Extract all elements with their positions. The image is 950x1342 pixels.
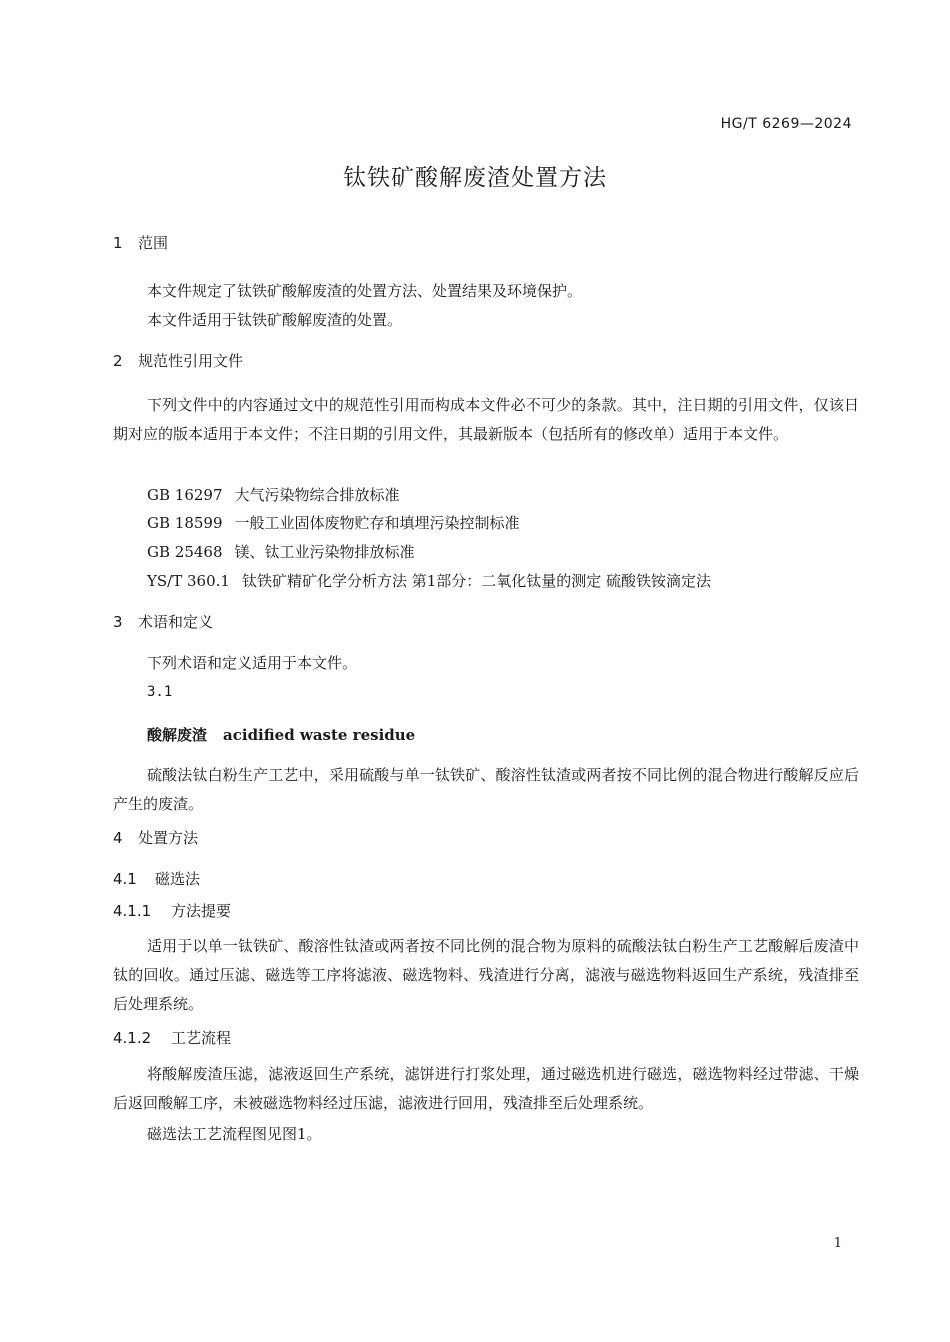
reference-item <box>147 541 415 562</box>
term-number: 3.1 <box>147 684 173 700</box>
reference-code: GB 18599 <box>147 514 223 532</box>
normative-references-intro: 下列文件中的内容通过文中的规范性引用而构成本文件必不可少的条款。其中，注日期的引用文件，仅该日期对应的版本适用于本文件；不注日期的引用文件，其最新版本（包括所有的修改单）适用于本文件。 <box>113 396 859 443</box>
scope-paragraph-2: 本文件适用于钛铁矿酸解废渣的处置。 <box>147 311 403 329</box>
reference-name: 钛铁矿精矿化学分析方法 第1部分：二氧化钛量的测定 硫酸铁铵滴定法 <box>241 572 712 590</box>
section-number: 1 <box>113 234 123 252</box>
page-number: 1 <box>833 1236 842 1251</box>
document-title: 钛铁矿酸解废渣处置方法 <box>343 165 607 191</box>
section-title: 工艺流程 <box>171 1029 232 1047</box>
section-title: 范围 <box>138 234 169 252</box>
terms-intro: 下列术语和定义适用于本文件。 <box>147 654 358 672</box>
section-4-1-heading <box>113 868 200 889</box>
section-4-1-1-heading <box>113 900 231 921</box>
term-chinese: 酸解废渣 <box>147 726 208 744</box>
section-title: 术语和定义 <box>138 613 214 631</box>
section-number: 4 <box>113 829 123 847</box>
reference-name: 一般工业固体废物贮存和填埋污染控制标准 <box>234 514 520 532</box>
process-flow-paragraph: 将酸解废渣压滤，滤液返回生产系统，滤饼进行打浆处理，通过磁选机进行磁选，磁选物料经过带滤、干燥后返回酸解工序，未被磁选物料经过压滤，滤液进行回用，残渣排至后处理系统。 <box>113 1065 859 1112</box>
reference-code: YS/T 360.1 <box>147 572 230 590</box>
reference-item <box>147 570 711 591</box>
section-number: 4.1.1 <box>113 902 152 920</box>
figure-reference: 磁选法工艺流程图见图1。 <box>147 1125 322 1143</box>
section-title: 磁选法 <box>155 870 201 888</box>
scope-paragraph-1: 本文件规定了钛铁矿酸解废渣的处置方法、处置结果及环境保护。 <box>147 282 583 300</box>
reference-name: 镁、钛工业污染物排放标准 <box>234 543 415 561</box>
term-entry <box>147 724 415 745</box>
section-2-heading <box>113 350 243 371</box>
reference-code: GB 25468 <box>147 543 223 561</box>
section-title: 处置方法 <box>138 829 199 847</box>
section-1-heading <box>113 232 168 253</box>
reference-item <box>147 512 520 533</box>
standard-number: HG/T 6269—2024 <box>720 116 852 132</box>
term-english: acidified waste residue <box>223 726 416 744</box>
section-number: 2 <box>113 352 123 370</box>
method-summary-paragraph: 适用于以单一钛铁矿、酸溶性钛渣或两者按不同比例的混合物为原料的硫酸法钛白粉生产工艺酸解后废渣中钛的回收。通过压滤、磁选等工序将滤液、磁选物料、残渣进行分离，滤液与磁选物料返回生产系统，残渣排至后处理系统。 <box>113 937 859 1013</box>
reference-code: GB 16297 <box>147 486 223 504</box>
reference-item <box>147 484 400 505</box>
section-title: 方法提要 <box>171 902 232 920</box>
section-3-heading <box>113 611 213 632</box>
section-number: 4.1 <box>113 870 137 888</box>
section-title: 规范性引用文件 <box>138 352 244 370</box>
section-number: 4.1.2 <box>113 1029 152 1047</box>
reference-name: 大气污染物综合排放标准 <box>234 486 400 504</box>
section-4-heading <box>113 827 198 848</box>
section-4-1-2-heading <box>113 1027 231 1048</box>
term-definition: 硫酸法钛白粉生产工艺中，采用硫酸与单一钛铁矿、酸溶性钛渣或两者按不同比例的混合物进行酸解反应后产生的废渣。 <box>113 766 859 813</box>
section-number: 3 <box>113 613 123 631</box>
